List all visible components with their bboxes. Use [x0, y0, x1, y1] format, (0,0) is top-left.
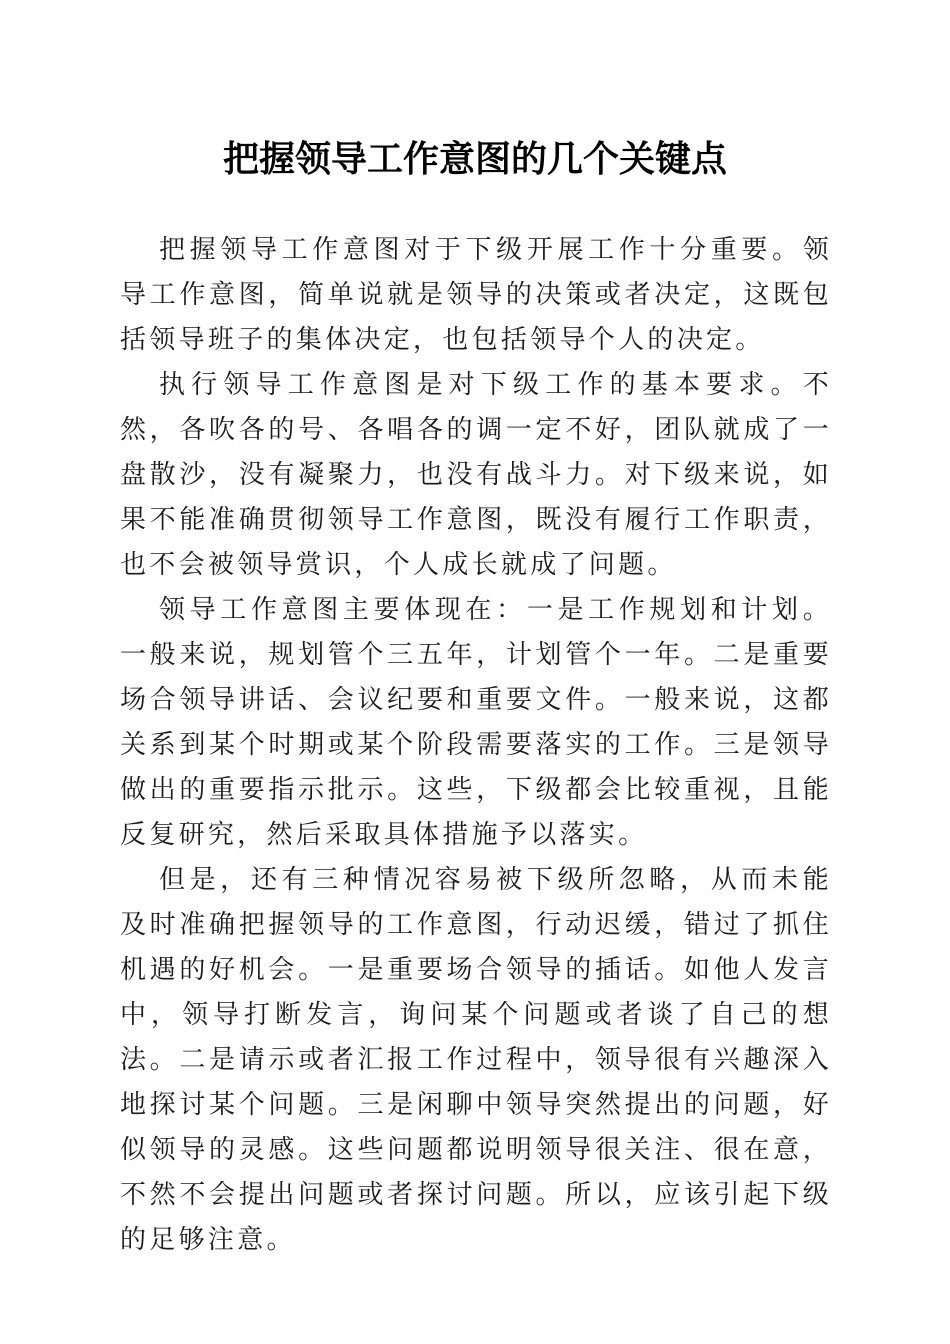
paragraph-2: 执行领导工作意图是对下级工作的基本要求。不然，各吹各的号、各唱各的调一定不好，团队就成了一盘散沙，没有凝聚力，也没有战斗力。对下级来说，如果不能准确贯彻领导工作意图，既没有履行工作职责，也不会被领导赏识，个人成长就成了问题。	[120, 370, 832, 580]
paragraph-3: 领导工作意图主要体现在：一是工作规划和计划。一般来说，规划管个三五年，计划管个一年。二是重要场合领导讲话、会议纪要和重要文件。一般来说，这都关系到某个时期或某个阶段需要落实的工作。三是领导做出的重要指示批示。这些，下级都会比较重视，且能反复研究，然后采取具体措施予以落实。	[120, 595, 832, 850]
document-title: 把握领导工作意图的几个关键点	[222, 138, 727, 180]
document-body	[120, 228, 832, 1263]
paragraph-4: 但是，还有三种情况容易被下级所忽略，从而未能及时准确把握领导的工作意图，行动迟缓，错过了抓住机遇的好机会。一是重要场合领导的插话。如他人发言中，领导打断发言，询问某个问题或者谈了自己的想法。二是请示或者汇报工作过程中，领导很有兴趣深入地探讨某个问题。三是闲聊中领导突然提出的问题，好似领导的灵感。这些问题都说明领导很关注、很在意，不然不会提出问题或者探讨问题。所以，应该引起下级的足够注意。	[120, 865, 832, 1255]
paragraph-1: 把握领导工作意图对于下级开展工作十分重要。领导工作意图，简单说就是领导的决策或者决定，这既包括领导班子的集体决定，也包括领导个人的决定。	[120, 235, 832, 355]
